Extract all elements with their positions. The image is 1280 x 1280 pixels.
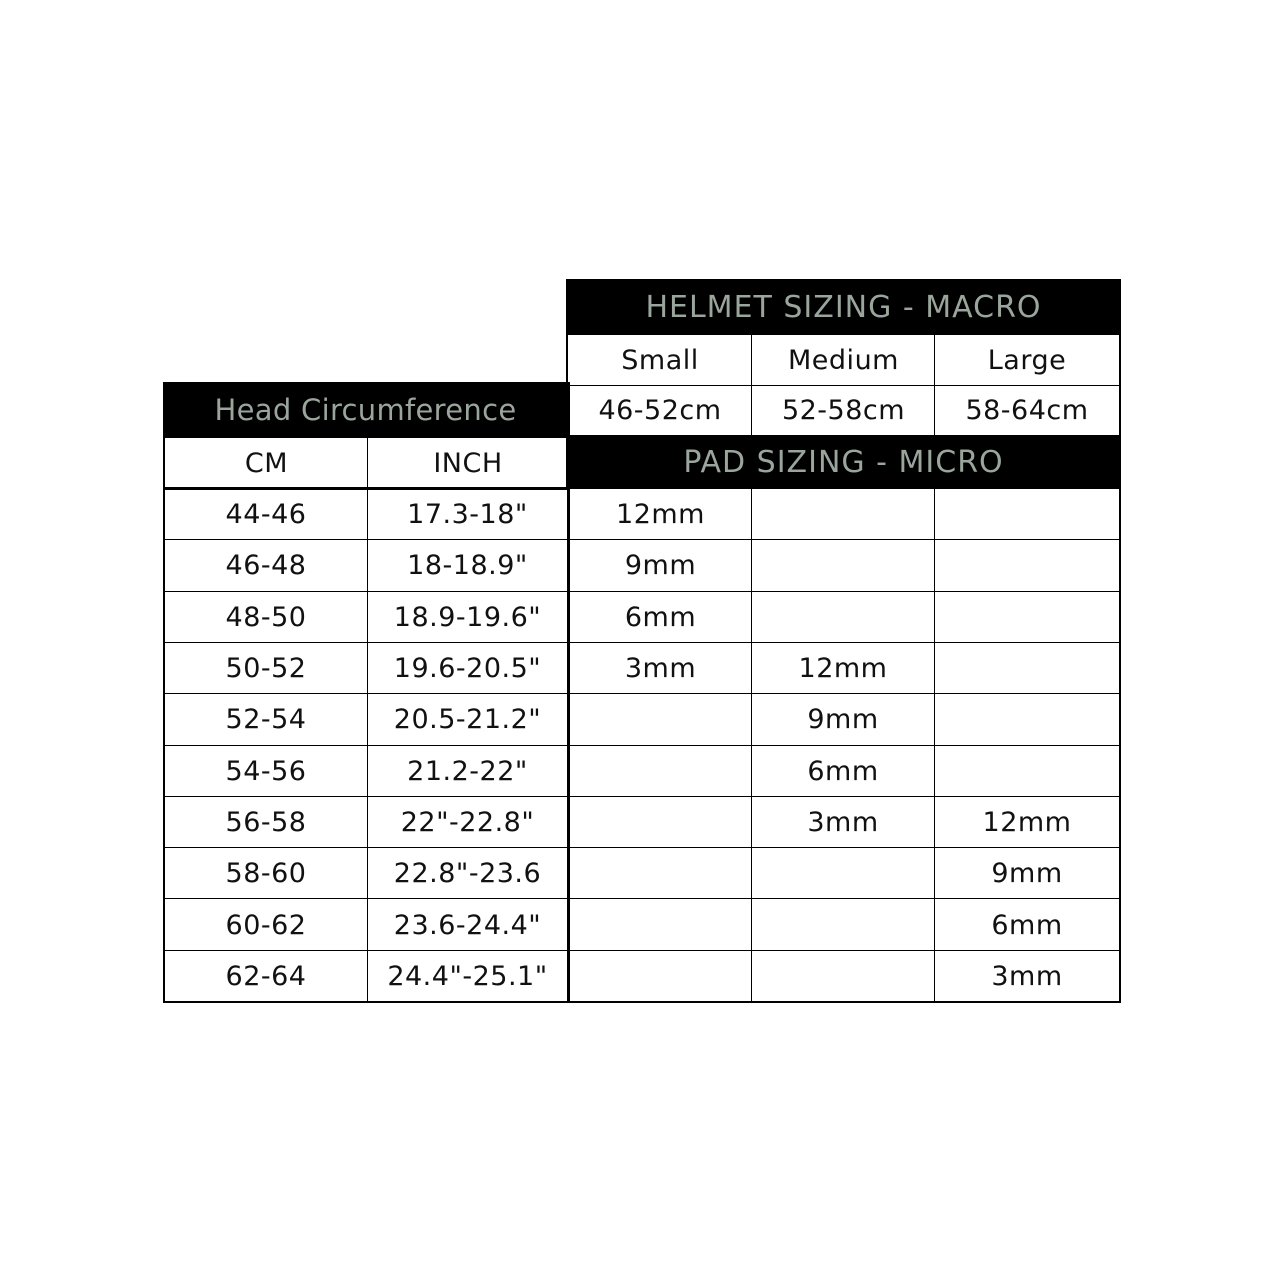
row-inch: 24.4"-25.1" [387, 960, 548, 992]
row-cm: 52-54 [225, 704, 307, 736]
row-pad-small [570, 694, 751, 745]
size-range-large: 58-64cm [965, 394, 1089, 426]
row-inch: 22.8"-23.6 [393, 858, 542, 890]
header-divider [568, 385, 1119, 386]
row-cm: 62-64 [225, 960, 307, 992]
row-pad-medium [752, 489, 934, 540]
row-pad-small [570, 951, 751, 1002]
row-pad-large [935, 489, 1119, 540]
pad-sizing-header: PAD SIZING - MICRO [566, 435, 1121, 489]
inch-column-header: INCH [433, 447, 503, 479]
row-inch: 20.5-21.2" [393, 704, 542, 736]
row-pad-small: 6mm [624, 601, 697, 633]
row-pad-large: 6mm [991, 909, 1063, 941]
row-pad-medium: 6mm [807, 755, 879, 787]
row-pad-large: 3mm [991, 960, 1063, 992]
row-cm: 44-46 [225, 499, 307, 531]
row-pad-medium: 3mm [807, 806, 879, 838]
row-pad-large: 12mm [982, 806, 1072, 838]
row-inch: 22"-22.8" [400, 806, 535, 838]
row-pad-large [935, 643, 1119, 694]
row-pad-large [935, 746, 1119, 797]
row-pad-small [570, 746, 751, 797]
row-pad-large [935, 694, 1119, 745]
row-pad-large [935, 540, 1119, 591]
row-pad-small [570, 899, 751, 950]
row-pad-medium [752, 848, 934, 899]
row-cm: 50-52 [225, 653, 307, 685]
size-name-large: Large [987, 344, 1067, 376]
head-circumference-header: Head Circumference [163, 382, 568, 438]
row-pad-large [935, 592, 1119, 643]
row-inch: 18.9-19.6" [393, 601, 542, 633]
row-inch: 18-18.9" [407, 550, 528, 582]
size-range-small: 46-52cm [598, 394, 722, 426]
helmet-frame [566, 279, 1121, 437]
row-pad-small: 12mm [616, 499, 705, 531]
cm-column-header: CM [244, 447, 289, 479]
size-range-medium: 52-58cm [781, 394, 906, 426]
row-cm: 60-62 [225, 909, 307, 941]
row-cm: 58-60 [225, 858, 307, 890]
helmet-sizing-header: HELMET SIZING - MACRO [566, 279, 1121, 335]
row-pad-medium [752, 592, 934, 643]
row-pad-medium: 9mm [807, 704, 879, 736]
row-pad-medium [752, 951, 934, 1002]
size-name-small: Small [621, 344, 699, 376]
size-name-medium: Medium [788, 344, 899, 376]
row-pad-medium [752, 540, 934, 591]
row-pad-medium [752, 899, 934, 950]
row-cm: 54-56 [225, 755, 307, 787]
row-pad-small: 9mm [624, 550, 697, 582]
header-divider [367, 438, 368, 488]
row-inch: 19.6-20.5" [393, 653, 542, 685]
row-cm: 56-58 [225, 806, 307, 838]
row-pad-large: 9mm [991, 858, 1063, 890]
row-pad-small [570, 797, 751, 848]
row-pad-medium: 12mm [798, 653, 888, 685]
row-inch: 23.6-24.4" [393, 909, 542, 941]
row-pad-small: 3mm [624, 653, 697, 685]
row-pad-small [570, 848, 751, 899]
row-cm: 46-48 [225, 550, 307, 582]
row-cm: 48-50 [225, 601, 307, 633]
row-inch: 17.3-18" [407, 499, 528, 531]
row-inch: 21.2-22" [407, 755, 528, 787]
